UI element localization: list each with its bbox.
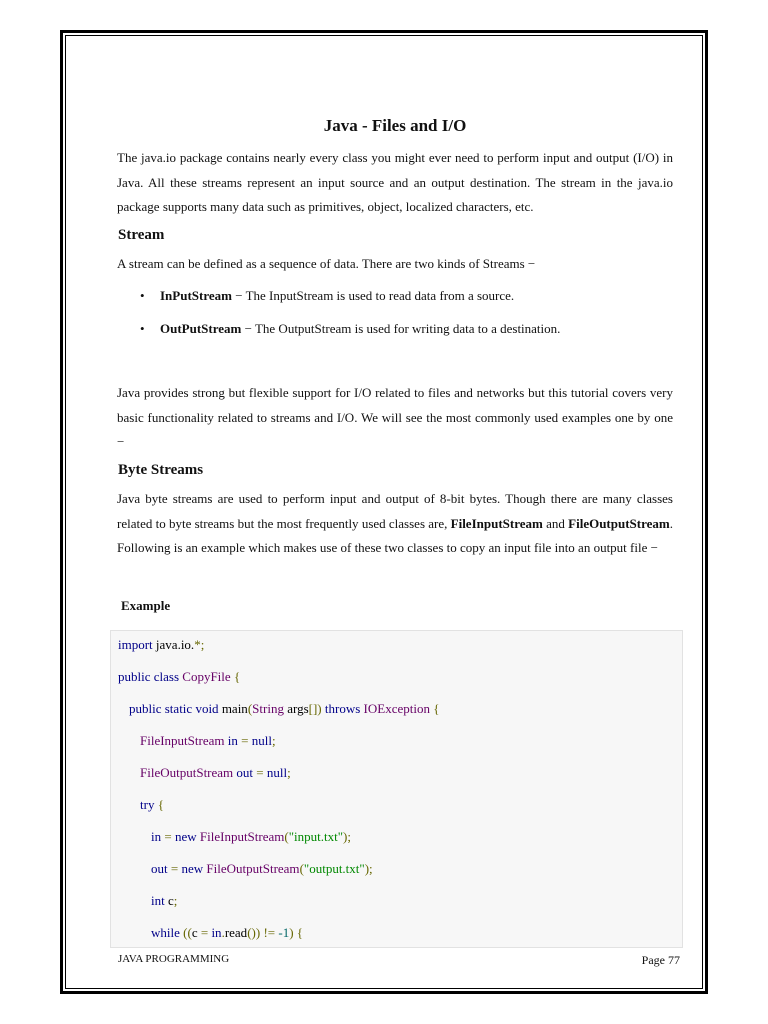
term-fileoutputstream: FileOutputStream xyxy=(568,515,670,531)
code-line-1: import java.io.*; xyxy=(118,637,205,652)
code-line-9: int c; xyxy=(151,893,178,908)
page-title: Java - Files and I/O xyxy=(323,116,467,135)
code-line-8: out = new FileOutputStream("output.txt"); xyxy=(151,861,373,876)
footer-book-title: JAVA PROGRAMMING xyxy=(118,953,230,965)
support-paragraph: Java provides strong but flexible support for I/O related to files and networks but this tutorial covers very basic functionality related to streams and I/O. We will see the most commonly used examples one by one − xyxy=(117,385,673,449)
code-line-6: try { xyxy=(140,797,164,812)
byte-streams-and: and xyxy=(542,515,569,531)
code-line-3: public static void main(String args[]) throws IOException { xyxy=(129,701,440,716)
stream-heading: Stream xyxy=(118,227,165,243)
bullet-icon: • xyxy=(140,288,145,303)
code-line-5: FileOutputStream out = null; xyxy=(140,765,291,780)
term-fileinputstream: FileInputStream xyxy=(450,515,543,531)
byte-streams-paragraph xyxy=(117,487,673,561)
code-line-10: while ((c = in.read()) != -1) { xyxy=(151,925,304,940)
code-line-7: in = new FileInputStream("input.txt"); xyxy=(151,829,351,844)
list-item-desc: − The OutputStream is used for writing data to a destination. xyxy=(241,321,561,336)
code-line-4: FileInputStream in = null; xyxy=(140,733,276,748)
list-item-term: OutPutStream xyxy=(160,321,242,336)
code-line-2: public class CopyFile { xyxy=(118,669,241,684)
code-block xyxy=(110,630,683,948)
example-label: Example xyxy=(121,598,171,613)
list-item-term: InPutStream xyxy=(160,288,232,303)
byte-streams-heading: Byte Streams xyxy=(118,462,204,478)
byte-streams-text-end: . Following is an example which makes use of these two classes to copy an input file into an output file − xyxy=(117,515,673,555)
list-item-desc: − The InputStream is used to read data from a source. xyxy=(231,288,515,303)
footer-page-number: Page 77 xyxy=(641,953,680,967)
intro-paragraph: The java.io package contains nearly every class you might ever need to perform input and output (I/O) in Java. All these streams represent an input source and an output destination. The stream in the java.io package supports many data such as primitives, object, localized characters, etc. xyxy=(117,150,673,214)
stream-paragraph: A stream can be defined as a sequence of data. There are two kinds of Streams − xyxy=(117,256,536,271)
byte-streams-text: Java byte streams are used to perform input and output of 8-bit bytes. Though there are many classes related to byte streams but the most frequently used classes are, xyxy=(117,491,673,531)
bullet-icon: • xyxy=(140,321,145,336)
